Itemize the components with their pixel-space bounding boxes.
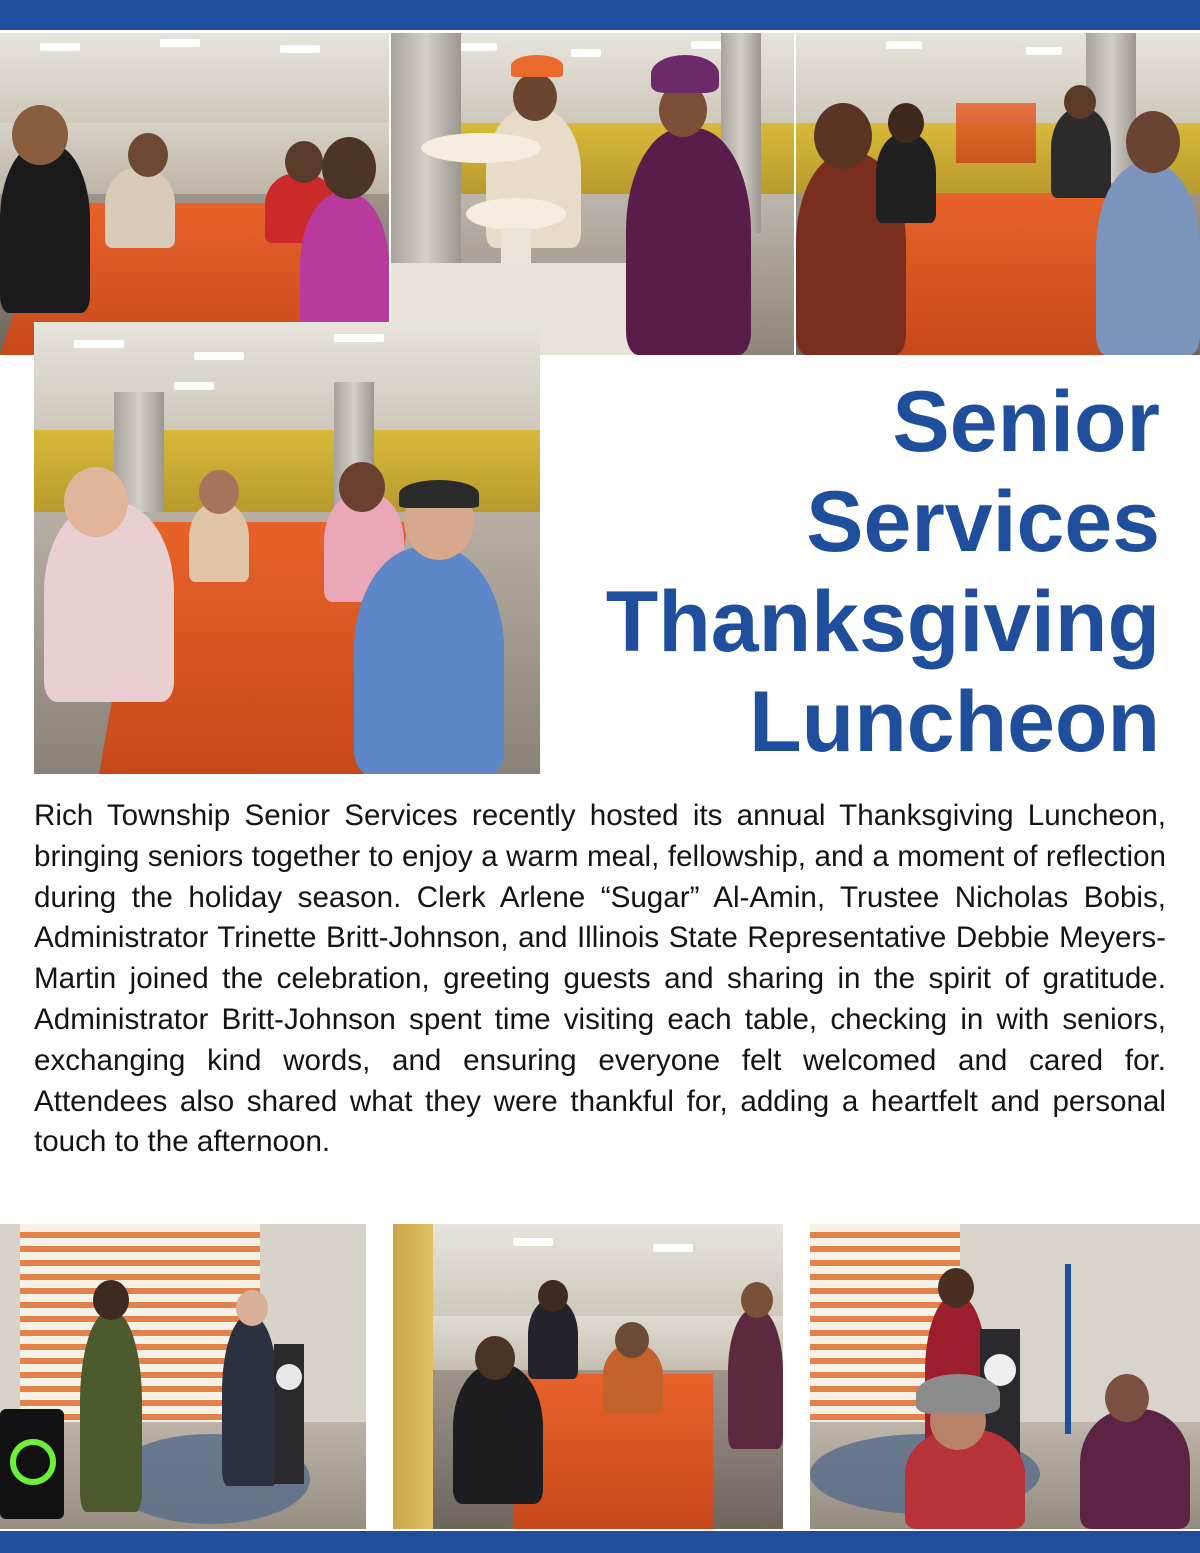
bottom-border-bar [0, 1531, 1200, 1553]
photo-dining-room [393, 1224, 783, 1529]
title-line-3: Thanksgiving [605, 574, 1160, 670]
photo-dessert-serving [391, 33, 794, 355]
page-title [545, 372, 1160, 772]
photo-representative-speaking [810, 1224, 1200, 1529]
title-line-4: Luncheon [749, 674, 1160, 770]
article-body: Rich Township Senior Services recently hosted its annual Thanksgiving Luncheon, bringing seniors together to enjoy a warm meal, fellowship, and a moment of reflection during the holiday season. Clerk Arlene “Sugar” Al-Amin, Trustee Nicholas Bobis, Administrator Trinette Britt-Johnson, and Illinois State Representative Debbie Meyers-Martin joined the celebration, greeting guests and sharing in the spirit of gratitude. Administrator Britt-Johnson spent time visiting each table, checking in with seniors, exchanging kind words, and ensuring everyone felt welcomed and cared for. Attendees also shared what they were thankful for, adding a heartfelt and personal touch to the afternoon. [34, 799, 1166, 1159]
photo-seniors-smiling [34, 322, 540, 774]
photo-seniors-at-table [0, 33, 389, 355]
photo-guests-seated [796, 33, 1200, 355]
photo-speakers-at-podium [0, 1224, 366, 1529]
title-line-2: Services [806, 474, 1160, 570]
top-border-bar [0, 0, 1200, 30]
title-line-1: Senior [892, 374, 1160, 470]
